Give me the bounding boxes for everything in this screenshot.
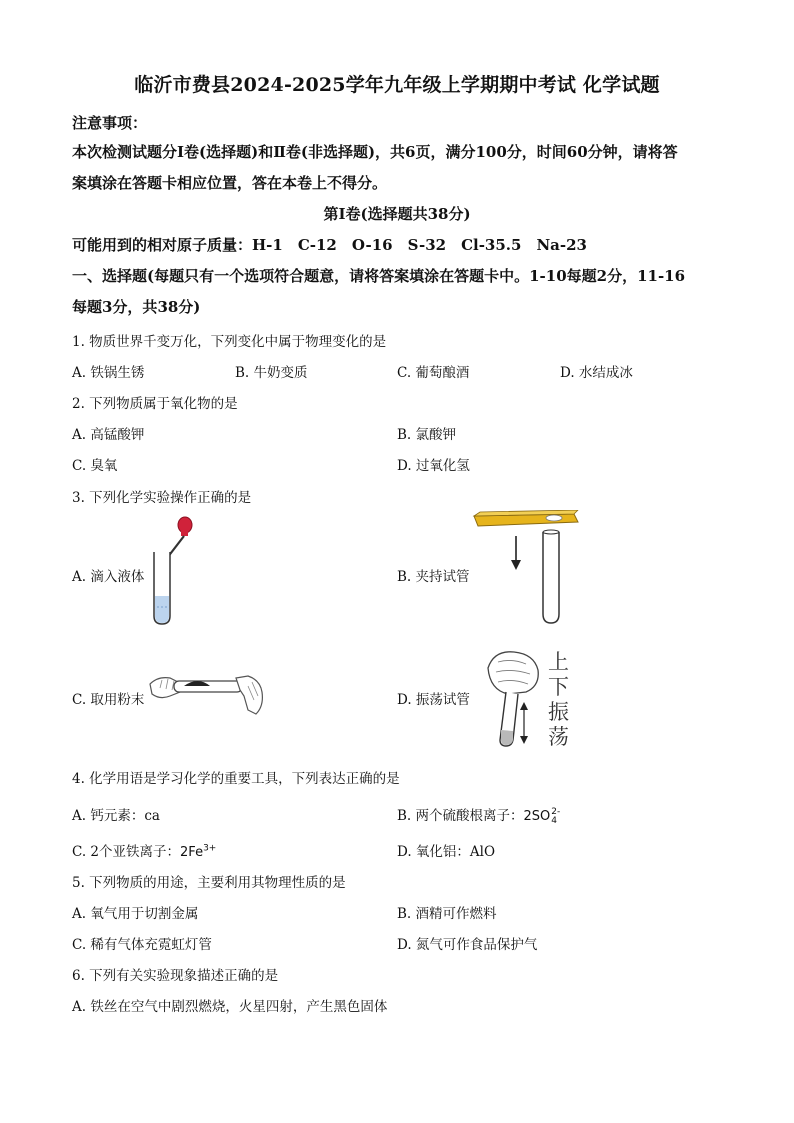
question-3-option-d: D. 振荡试管 — [397, 692, 470, 708]
section-1-title: 第Ⅰ卷(选择题共38分) — [323, 205, 471, 223]
ferrous-formula: $2Fe^{3+}$ — [180, 843, 217, 860]
page-title: 临沂市费县2024-2025学年九年级上学期期中考试 化学试题 — [134, 74, 660, 96]
shake-char-3: 振 — [548, 700, 569, 724]
part-1-instructions-2: 每题3分，共38分) — [72, 298, 201, 316]
question-2-stem: 2. 下列物质属于氧化物的是 — [72, 396, 238, 412]
question-6-option-a: A. 铁丝在空气中剧烈燃烧，火星四射，产生黑色固体 — [72, 999, 388, 1015]
notice-line-2: 案填涂在答题卡相应位置，答在本卷上不得分。 — [72, 174, 388, 192]
part-1-instructions-1: 一、选择题(每题只有一个选项符合题意，请将答案填涂在答题卡中。1-10每题2分，11-16 — [72, 267, 686, 285]
question-2-option-a: A. 高锰酸钾 — [72, 427, 145, 443]
question-1-option-a: A. 铁锅生锈 — [72, 365, 145, 381]
question-5-option-d: D. 氮气可作食品保护气 — [397, 937, 538, 953]
shake-char-4: 荡 — [548, 725, 569, 749]
question-4-option-c — [72, 840, 216, 860]
question-4-option-c-label: C. 2个亚铁离子： — [72, 844, 181, 860]
question-2-option-c: C. 臭氧 — [72, 458, 118, 474]
notice-heading: 注意事项： — [72, 114, 148, 132]
shake-char-2: 下 — [548, 675, 569, 699]
question-3-option-a: A. 滴入液体 — [72, 569, 145, 585]
shake-vertical-text — [548, 650, 578, 750]
question-2-option-d: D. 过氧化氢 — [397, 458, 470, 474]
question-6-stem: 6. 下列有关实验现象描述正确的是 — [72, 968, 279, 984]
question-4-stem: 4. 化学用语是学习化学的重要工具，下列表达正确的是 — [72, 771, 400, 787]
dropper-test-tube-figure — [148, 512, 198, 630]
question-1-option-d: D. 水结成冰 — [560, 365, 633, 381]
question-4-option-b-label: B. 两个硫酸根离子： — [397, 808, 524, 824]
question-4-option-a: A. 钙元素：ca — [72, 808, 160, 824]
sulfate-formula: 2SO 2- 4 — [523, 806, 561, 826]
shaking-tube-figure — [478, 648, 546, 750]
question-3-option-c: C. 取用粉末 — [72, 692, 145, 708]
question-1-option-c: C. 葡萄酿酒 — [397, 365, 470, 381]
test-tube-holder-figure — [470, 510, 582, 628]
question-4-option-b — [397, 804, 560, 826]
question-1-option-b: B. 牛奶变质 — [235, 365, 308, 381]
atomic-masses: 可能用到的相对原子质量：H-1 C-12 O-16 S-32 Cl-35.5 Na-23 — [72, 236, 587, 254]
question-1-stem: 1. 物质世界千变万化，下列变化中属于物理变化的是 — [72, 334, 387, 350]
question-5-option-c: C. 稀有气体充霓虹灯管 — [72, 937, 212, 953]
question-5-stem: 5. 下列物质的用途，主要利用其物理性质的是 — [72, 875, 346, 891]
question-4-option-d: D. 氧化铝：AlO — [397, 844, 496, 860]
question-5-option-a: A. 氧气用于切割金属 — [72, 906, 199, 922]
powder-tube-figure — [148, 662, 266, 722]
shake-char-1: 上 — [548, 650, 569, 674]
question-3-option-b: B. 夹持试管 — [397, 569, 470, 585]
question-3-stem: 3. 下列化学实验操作正确的是 — [72, 490, 252, 506]
question-5-option-b: B. 酒精可作燃料 — [397, 906, 497, 922]
question-2-option-b: B. 氯酸钾 — [397, 427, 457, 443]
notice-line-1: 本次检测试题分Ⅰ卷(选择题)和Ⅱ卷(非选择题)，共6页，满分100分，时间60分钟，请将答 — [72, 143, 678, 161]
